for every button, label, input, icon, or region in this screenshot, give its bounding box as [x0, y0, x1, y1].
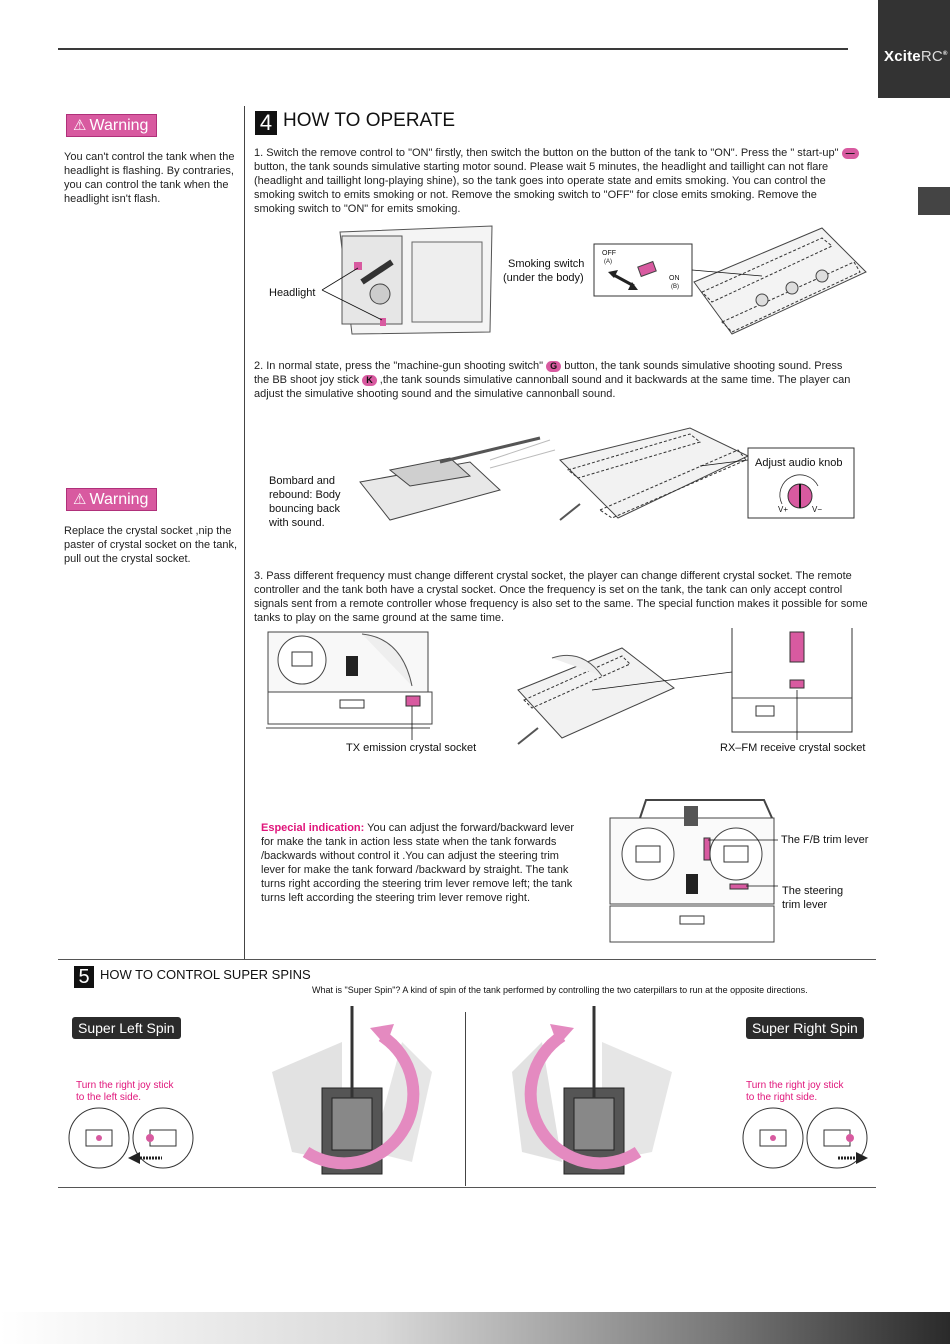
tx-crystal-label: TX emission crystal socket: [346, 742, 477, 754]
svg-text:(B): (B): [671, 284, 679, 290]
svg-text:V−: V−: [812, 505, 823, 514]
section-4-heading: 4 HOW TO OPERATE: [255, 110, 455, 135]
warning-icon: ⚠: [73, 117, 87, 134]
left-spin-hint: Turn the right joy stick to the left side.: [76, 1080, 174, 1103]
svg-text:OFF: OFF: [602, 250, 616, 257]
rx-crystal-label: RX–FM receive crystal socket: [720, 742, 866, 754]
tank-bottom-illustration: [560, 428, 748, 520]
footer-gradient-bar: [0, 1312, 950, 1344]
header-rule: [58, 48, 848, 50]
section-5-intro: What is "Super Spin"? A kind of spin of the tank performed by controlling the two caterpillars to run at the opposite directions.: [312, 985, 808, 995]
controller-illustration: [610, 800, 774, 942]
page-side-tab: [918, 187, 950, 215]
svg-text:V+: V+: [778, 505, 789, 514]
right-spin-tank: [502, 1002, 682, 1180]
right-spin-hint: Turn the right joy stick to the right side.: [746, 1080, 844, 1103]
right-spin-joysticks: [740, 1104, 870, 1174]
section-5-heading: 5 HOW TO CONTROL SUPER SPINS: [74, 966, 311, 988]
steering-trim-label-2: trim lever: [782, 899, 828, 911]
warning-badge-2: ⚠ Warning: [66, 490, 157, 509]
left-spin-tank: [262, 1002, 442, 1180]
step-1-figure: [262, 222, 872, 344]
fb-trim-label: The F/B trim lever: [781, 834, 869, 846]
section-5-bottom-rule: [58, 1187, 876, 1188]
step-3-text: 3. Pass different frequency must change different crystal socket, the player can change different crystal socket. The remote controller and the tank both have a crystal socket. Once the frequency is set on the tank, the tank can only accept control signals sent from a remote controller whose frequency is also set to the same. The special function makes it possible for some tanks to play on the same ground at the same time.: [254, 570, 868, 624]
steering-trim-label-1: The steering: [782, 885, 844, 897]
startup-button-chip: —: [842, 148, 859, 159]
svg-text:(A): (A): [604, 259, 612, 265]
section-5-top-rule: [58, 959, 876, 960]
svg-text:ON: ON: [669, 275, 680, 282]
step-3-figure: [262, 628, 884, 756]
transmitter-illustration: [266, 632, 432, 728]
tank-side-illustration: [360, 438, 555, 520]
headlight-label: Headlight: [269, 287, 316, 299]
especial-title: Especial indication:: [261, 822, 365, 834]
bombard-label: Bombard and rebound: Body bouncing back with sound.: [269, 475, 341, 529]
tank-front-illustration: [340, 226, 492, 334]
warning-text-1: You can't control the tank when the headlight is flashing. By contraries, you can control the tank when the headlight isn't flash.: [64, 151, 235, 205]
left-arrow-icon: [128, 1152, 140, 1164]
step-2-figure: [350, 420, 870, 525]
controller-figure: [606, 796, 878, 948]
step-1-text: 1. Switch the remove control to "ON" firstly, then switch the button on the button of the tank to "ON". Press the " start-up" — button, the tank sounds simulative starting motor sound. Please wait 5 minutes, the headlight and taillight can not flare (headlight and taillight long-playing shine), so the tank goes into operate state and emits smoking. You can control the smoking switch to emits smoking or not. Remove the smoking switch to "OFF" for close emits smoking. Remove the smoking switch to "ON" for emits smoking.: [254, 146, 860, 216]
left-spin-joysticks: [66, 1104, 196, 1174]
brand-logo: XciteRC®: [884, 48, 948, 65]
warning-icon: ⚠: [73, 491, 87, 508]
step-2-text: 2. In normal state, press the "machine-gun shooting switch" G button, the tank sounds simulative shooting sound. Press the BB shoot joy stick K ,the tank sounds simulative cannonball sound and it backwards at the same time. The player can adjust the simulative shooting sound and the simulative cannonball sound.: [254, 360, 851, 400]
tank-underside-illustration: [694, 228, 866, 334]
warning-text-2: Replace the crystal socket ,nip the paster of crystal socket on the tank, pull out the crystal socket.: [64, 525, 238, 565]
bb-shoot-stick-chip: K: [362, 375, 377, 386]
super-right-spin-label: Super Right Spin: [746, 1017, 864, 1039]
tank-crystal-illustration: [518, 648, 674, 744]
spin-divider: [465, 1012, 466, 1186]
column-divider: [244, 106, 245, 959]
super-left-spin-label: Super Left Spin: [72, 1017, 181, 1039]
machine-gun-button-chip: G: [546, 361, 561, 372]
under-body-label: (under the body): [503, 272, 584, 284]
smoking-switch-label: Smoking switch: [508, 258, 585, 270]
warning-badge-1: ⚠ Warning: [66, 116, 157, 135]
adjust-knob-label: Adjust audio knob: [755, 457, 843, 469]
especial-indication: Especial indication: You can adjust the forward/backward lever for make the tank in action less state when the tank forwards /backwards without control it .You can adjust the steering trim lever for make the tank forward /backward by straight. The tank turns right according the steering trim lever remove left; the tank turns left according the steering trim lever remove right.: [261, 822, 575, 904]
